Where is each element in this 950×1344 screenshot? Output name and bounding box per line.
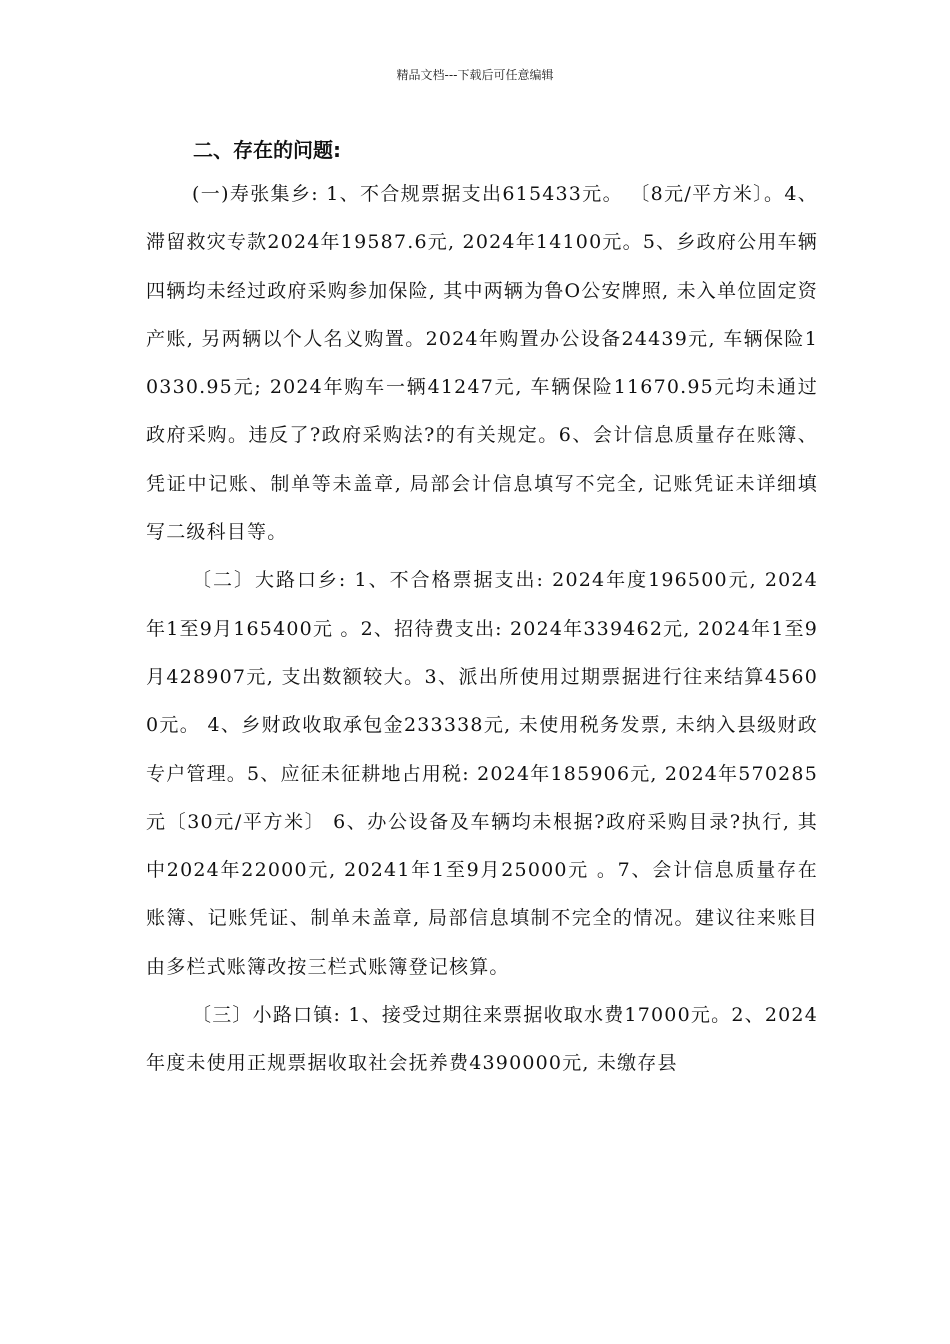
paragraph-shouzhangji: (一)寿张集乡: 1、不合规票据支出615433元。 〔8元/平方米〕。4、滞留救灾专款2024年19587.6元, 2024年14100元。5、乡政府公用车辆四辆均未经过政府采购参加保险, 其中两辆为鲁O公安牌照, 未入单位固定资产账, 另两辆以个人名义购置。2024年购置办公设备24439元, 车辆保险10330.95元; 2024年购车一辆41247元, 车辆保险11670.95元均未通过政府采购。违反了?政府采购法?的有关规定。6、会计信息质量存在账簿、凭证中记账、制单等未盖章, 局部会计信息填写不完全, 记账凭证未详细填写二级科目等。 — [146, 183, 818, 544]
section-heading: 二、存在的问题: — [193, 138, 341, 162]
paragraph-dalukou: 〔二〕大路口乡: 1、不合格票据支出: 2024年度196500元, 2024年1至9月165400元 。2、招待费支出: 2024年339462元, 2024年1至9月428907元, 支出数额较大。3、派出所使用过期票据进行往来结算45600元。 4、乡财政收取承包金233338元, 未使用税务发票, 未纳入县级财政专户管理。5、应征未征耕地占用税: 2024年185906元, 2024年570285元〔30元/平方米〕 6、办公设备及车辆均未根据?政府采购目录?执行, 其中2024年22000元, 20241年1至9月25000元 。7、会计信息质量存在账簿、记账凭证、制单未盖章, 局部信息填制不完全的情况。建议往来账目由多栏式账簿改按三栏式账簿登记核算。 — [146, 569, 818, 978]
document-body — [146, 130, 818, 1088]
paragraph-xiaolukou: 〔三〕小路口镇: 1、接受过期往来票据收取水费17000元。2、2024年度未使用正规票据收取社会抚养费4390000元, 未缴存县 — [146, 1004, 818, 1075]
page-header: 精品文档---下载后可任意编辑 — [396, 68, 554, 82]
